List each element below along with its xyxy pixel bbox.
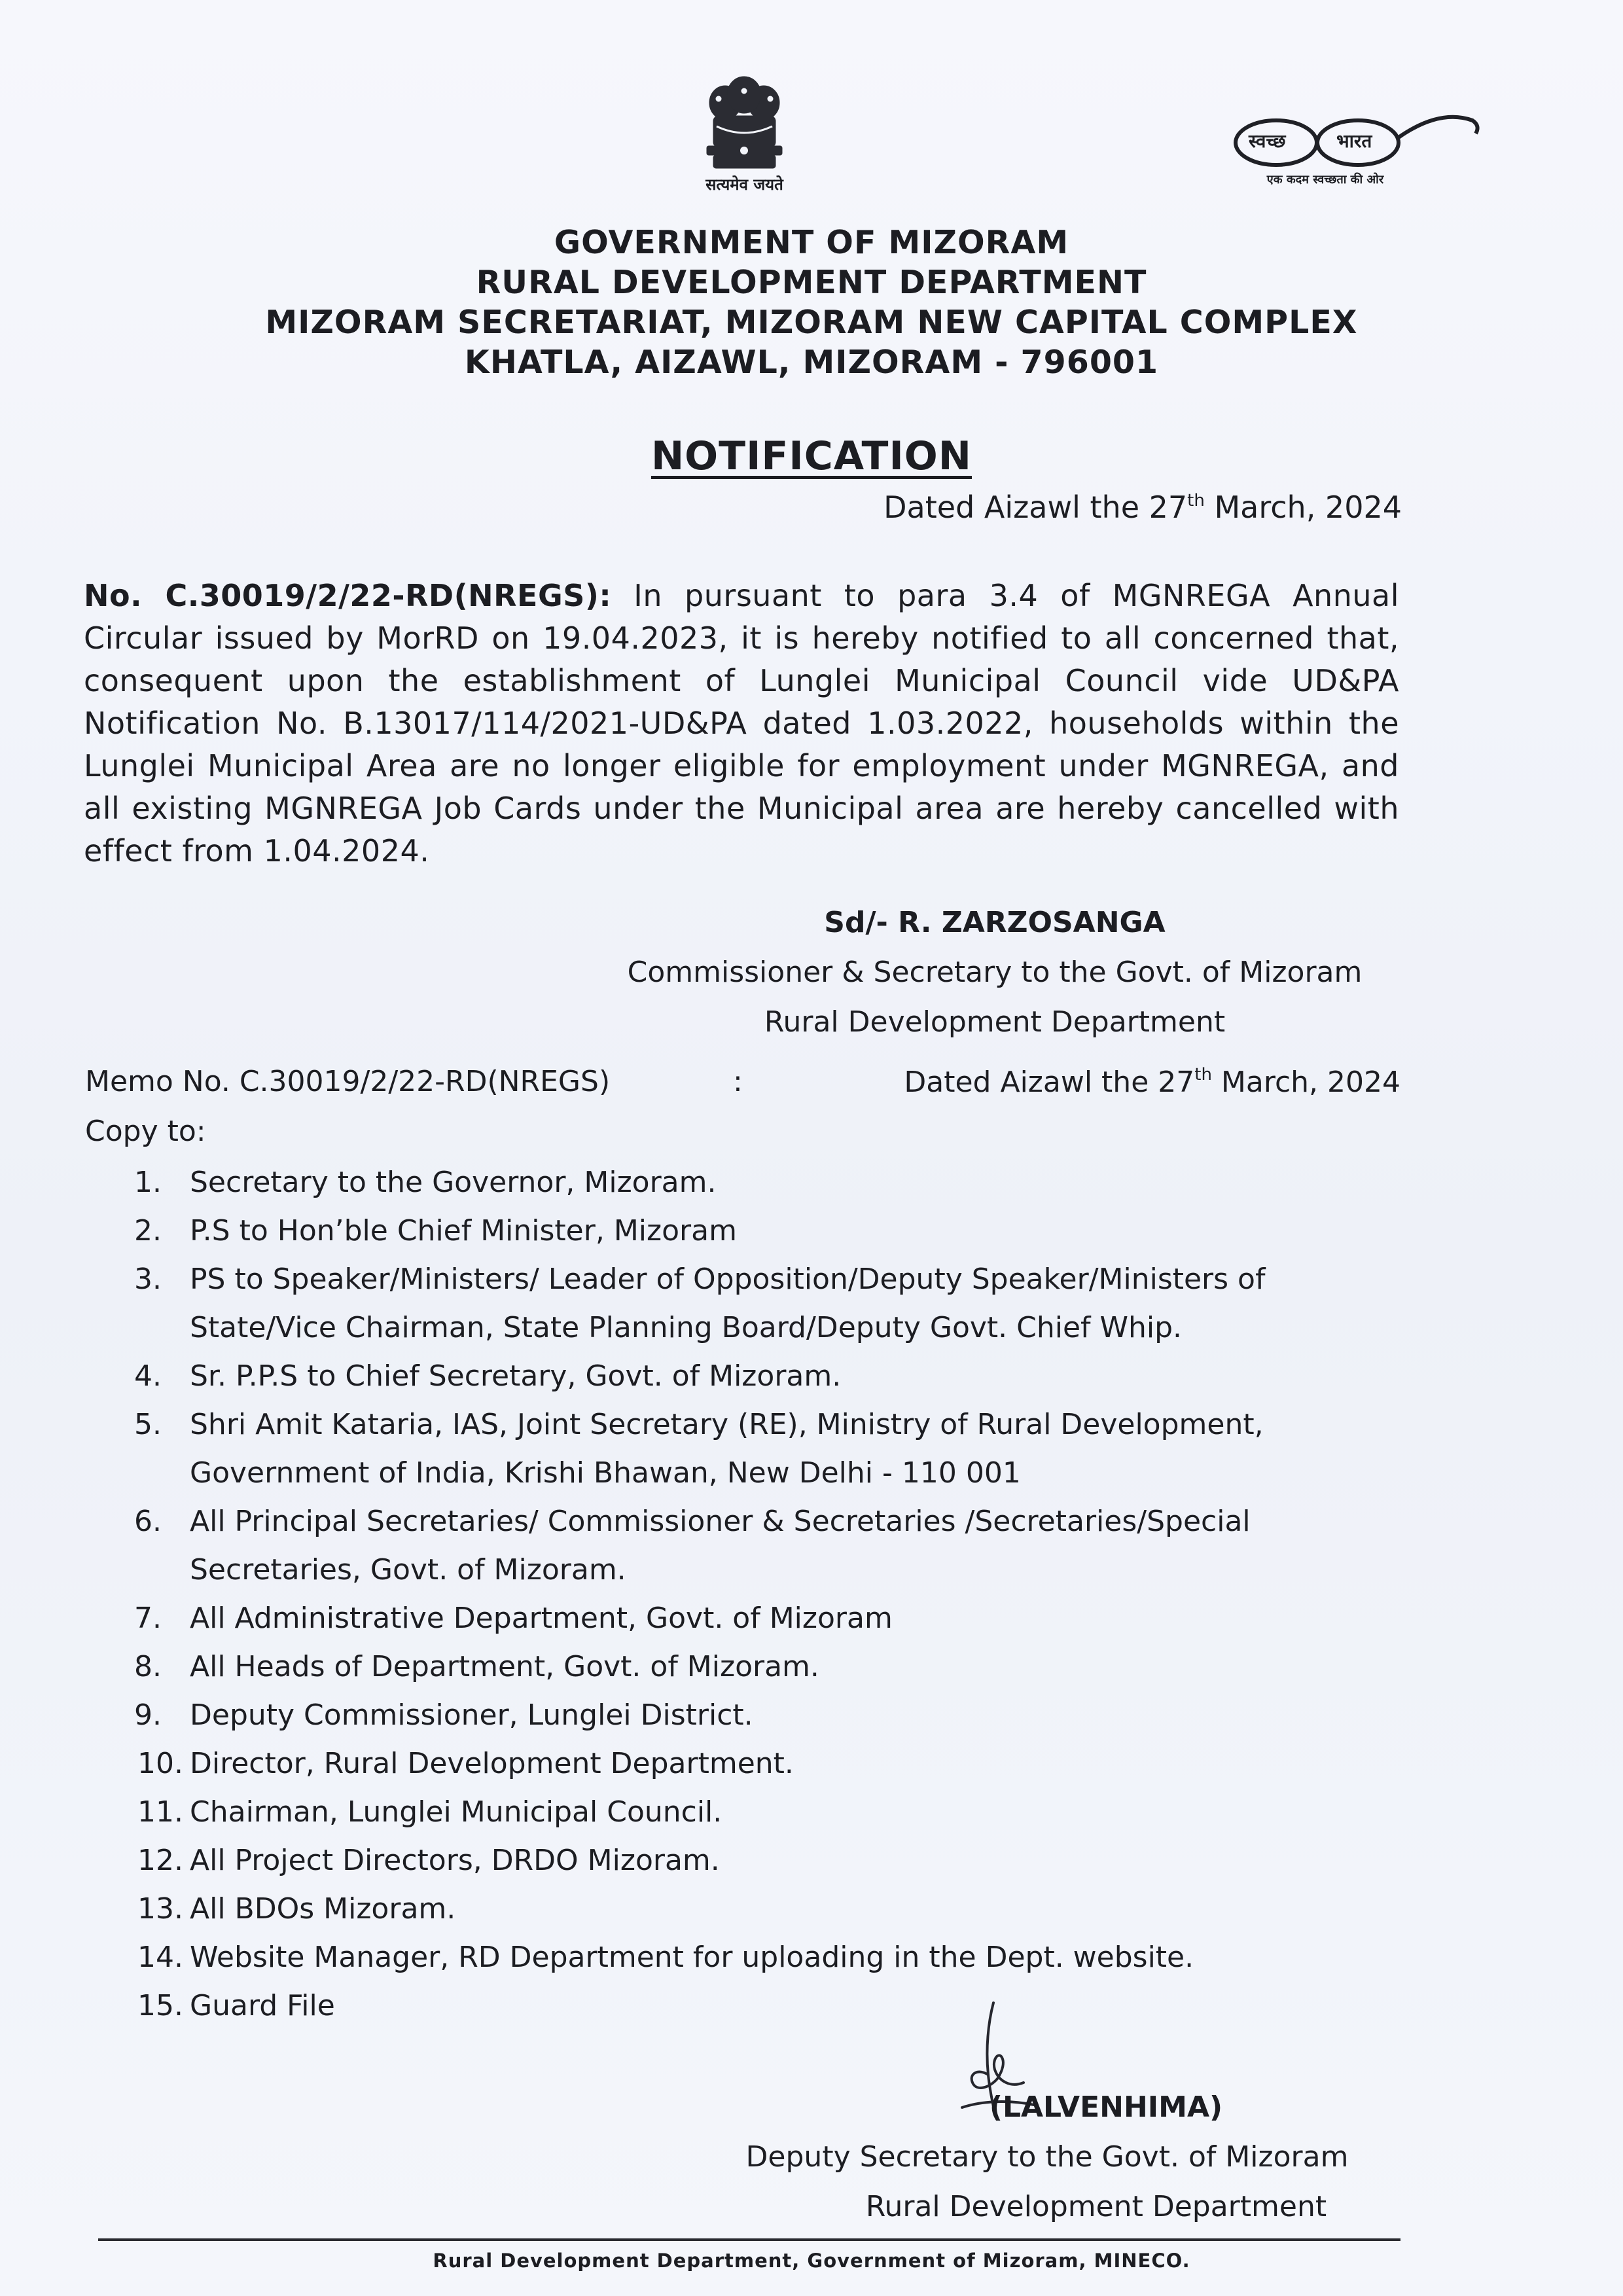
list-item-text: All BDOs Mizoram. <box>190 1892 456 1926</box>
date-suffix: March, 2024 <box>1204 490 1402 525</box>
list-item <box>85 1691 1394 1740</box>
letterhead-line-address1: MIZORAM SECRETARIAT, MIZORAM NEW CAPITAL COMPLEX <box>265 304 1358 341</box>
memo-date-suffix: March, 2024 <box>1211 1066 1400 1099</box>
list-item-text: Secretary to the Governor, Mizoram. <box>190 1166 717 1199</box>
copy-to-label: Copy to: <box>85 1115 206 1148</box>
letterhead <box>0 223 1623 382</box>
memo-date-ordinal: th <box>1194 1065 1212 1085</box>
notification-number: No. C.30019/2/22-RD(NREGS): <box>84 578 612 613</box>
notification-text: In pursuant to para 3.4 of MGNREGA Annual Circular issued by MorRD on 19.04.2023, it is hereby notified to all concerned that, consequent upon the establishment of Lunglei Municipal Council vide UD&PA Notification No. B.13017/114/2021-UD&PA dated 1.03.2022, households within the Lunglei Municipal Area are no longer eligible for employment under MGNREGA, and all existing MGNREGA Job Cards under the Municipal area are hereby cancelled with effect from 1.04.2024. <box>84 578 1399 869</box>
memo-date-prefix: Dated Aizawl the 27 <box>904 1066 1195 1099</box>
notification-date <box>883 490 1402 525</box>
list-item <box>85 1788 1394 1837</box>
signatory-2-designation: Deputy Secretary to the Govt. of Mizoram <box>745 2140 1349 2174</box>
list-item-text: PS to Speaker/Ministers/ Leader of Opposition/Deputy Speaker/Ministers of State/Vice Chairman, State Planning Board/Deputy Govt. Chief Whip. <box>190 1263 1266 1344</box>
notification-title: NOTIFICATION <box>651 433 972 479</box>
list-item-number: 11. <box>137 1795 183 1829</box>
date-ordinal: th <box>1187 491 1205 511</box>
list-item-text: Shri Amit Kataria, IAS, Joint Secretary (RE), Ministry of Rural Development, Government of India, Krishi Bhawan, New Delhi - 110 001 <box>190 1408 1264 1490</box>
list-item <box>85 1352 1394 1401</box>
memo-date <box>904 1065 1400 1099</box>
signatory-block-1 <box>576 898 1414 1047</box>
list-item <box>85 1255 1394 1352</box>
list-item-number: 9. <box>134 1698 162 1732</box>
footer-divider <box>98 2238 1400 2241</box>
list-item-text: All Administrative Department, Govt. of Mizoram <box>190 1602 893 1635</box>
list-item <box>85 1498 1394 1594</box>
list-item <box>85 1643 1394 1691</box>
list-item-number: 4. <box>134 1359 162 1393</box>
list-item <box>85 1982 1394 2030</box>
list-item-text: All Project Directors, DRDO Mizoram. <box>190 1844 720 1877</box>
list-item-number: 7. <box>134 1602 162 1635</box>
memo-number: Memo No. C.30019/2/22-RD(NREGS) <box>85 1065 611 1098</box>
list-item <box>85 1933 1394 1982</box>
list-item-number: 10. <box>137 1747 183 1780</box>
list-item <box>85 1594 1394 1643</box>
swachh-bharat-logo <box>1224 111 1486 190</box>
signatory-1-name: Sd/- R. ZARZOSANGA <box>824 906 1166 939</box>
list-item-number: 12. <box>137 1844 183 1877</box>
list-item-text: Director, Rural Development Department. <box>190 1747 794 1780</box>
emblem-motto: सत्यमेव जयते <box>705 175 783 194</box>
list-item <box>85 1158 1394 1207</box>
letterhead-line-dept: RURAL DEVELOPMENT DEPARTMENT <box>476 264 1147 301</box>
letterhead-line-govt: GOVERNMENT OF MIZORAM <box>554 224 1069 261</box>
letterhead-line-address2: KHATLA, AIZAWL, MIZORAM - 796001 <box>464 344 1159 381</box>
swachh-tagline: एक कदम स्वच्छता की ओर <box>1266 173 1384 187</box>
list-item <box>85 1885 1394 1933</box>
signatory-2-name: (LALVENHIMA) <box>989 2090 1223 2124</box>
list-item-text: Chairman, Lunglei Municipal Council. <box>190 1795 722 1829</box>
signatory-1-designation: Commissioner & Secretary to the Govt. of Mizoram <box>627 956 1363 989</box>
footer-text: Rural Development Department, Government of Mizoram, MINECO. <box>433 2250 1190 2272</box>
date-prefix: Dated Aizawl the 27 <box>883 490 1188 525</box>
list-item-text: Website Manager, RD Department for uploading in the Dept. website. <box>190 1941 1194 1974</box>
signatory-1-department: Rural Development Department <box>764 1005 1226 1039</box>
memo-separator: : <box>733 1065 743 1098</box>
notification-body <box>84 575 1399 872</box>
copy-to-list <box>85 1158 1394 2030</box>
list-item-text: Deputy Commissioner, Lunglei District. <box>190 1698 753 1732</box>
bharat-word: भारत <box>1336 130 1372 152</box>
list-item-text: P.S to Hon’ble Chief Minister, Mizoram <box>190 1214 737 1247</box>
list-item-text: Sr. P.P.S to Chief Secretary, Govt. of Mizoram. <box>190 1359 842 1393</box>
swachh-word: स्वच्छ <box>1249 130 1286 152</box>
list-item <box>85 1740 1394 1788</box>
list-item-number: 8. <box>134 1650 162 1683</box>
list-item-text: Guard File <box>190 1989 335 2022</box>
list-item <box>85 1401 1394 1498</box>
list-item-number: 13. <box>137 1892 183 1926</box>
list-item-number: 14. <box>137 1941 183 1974</box>
list-item-number: 5. <box>134 1408 162 1441</box>
list-item-number: 1. <box>134 1166 162 1199</box>
list-item-number: 15. <box>137 1989 183 2022</box>
national-emblem-icon <box>687 75 802 203</box>
list-item-number: 6. <box>134 1505 162 1538</box>
signatory-2-department: Rural Development Department <box>865 2190 1327 2223</box>
signatory-block-2 <box>681 2083 1400 2232</box>
memo-line <box>85 1065 1400 1104</box>
list-item <box>85 1207 1394 1255</box>
list-item-number: 3. <box>134 1263 162 1296</box>
list-item <box>85 1837 1394 1885</box>
list-item-text: All Principal Secretaries/ Commissioner & Secretaries /Secretaries/Special Secretaries, Govt. of Mizoram. <box>190 1505 1251 1587</box>
list-item-number: 2. <box>134 1214 162 1247</box>
list-item-text: All Heads of Department, Govt. of Mizoram. <box>190 1650 819 1683</box>
